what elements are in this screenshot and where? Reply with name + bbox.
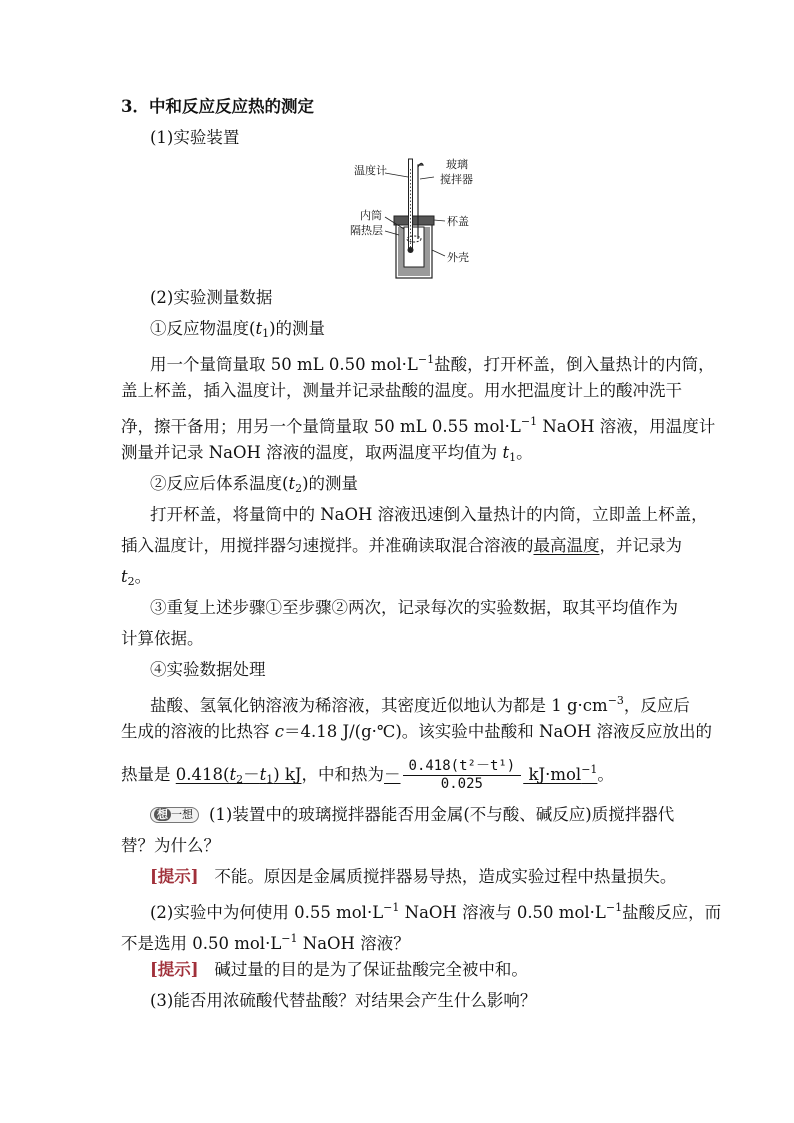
step2-line1: 打开杯盖，将量筒中的 NaOH 溶液迅速倒入量热计的内筒，立即盖上杯盖，	[150, 505, 708, 524]
step2-line2: 插入温度计，用搅拌器匀速搅拌。并准确读取混合溶液的最高温度，并记录为	[121, 536, 682, 555]
step2-line3: $t_2$。	[121, 567, 152, 588]
calorimeter-diagram	[350, 155, 480, 280]
label-shell: 外壳	[447, 251, 469, 264]
think-badge: 想 一想	[150, 807, 199, 823]
label-lid: 杯盖	[447, 215, 469, 228]
label-stirrer: 搅拌器	[440, 173, 473, 186]
step2-title: ②反应后体系温度$(t_2)$的测量	[150, 474, 359, 495]
step3-line1: ③重复上述步骤①至步骤②两次，记录每次的实验数据，取其平均值作为	[150, 598, 678, 617]
step4-line1: 盐酸、氢氧化钠溶液为稀溶液，其密度近似地认为都是 1 $g\cdot cm^{-3}$，反应后	[150, 694, 690, 715]
label-inner-cup: 内筒	[360, 209, 382, 222]
step1-line2: 盖上杯盖，插入温度计，测量并记录盐酸的温度。用水把温度计上的酸冲洗干	[121, 381, 682, 400]
label-insulation: 隔热层	[350, 224, 383, 237]
subsection-apparatus: (1)实验装置	[150, 128, 240, 147]
think-q1-line1: 想 一想 (1)装置中的玻璃搅拌器能否用金属(不与酸、碱反应)质搅拌器代	[150, 805, 710, 825]
subsection-data: (2)实验测量数据	[150, 288, 273, 307]
step3-line2: 计算依据。	[121, 629, 204, 648]
section-title: 3．中和反应反应热的测定	[121, 97, 314, 116]
step1-title: ①反应物温度$(t_1)$的测量	[150, 319, 326, 340]
heat-formula: $0.418(t_2-t_1)$ kJ	[175, 765, 302, 786]
hint-label: [提示]	[150, 960, 199, 979]
think-q2-line2: 不是选用 0.50 $mol\cdot L^{-1}$ NaOH 溶液？	[121, 932, 410, 953]
step4-title: ④实验数据处理	[150, 660, 266, 679]
think-q3: (3)能否用浓硫酸代替盐酸？对结果会产生什么影响？	[150, 991, 537, 1010]
hint-2: [提示] 碱过量的目的是为了保证盐酸完全被中和。	[150, 960, 528, 979]
inner-cup-shape	[404, 227, 424, 267]
step1-line3: 净，擦干备用；用另一个量筒量取 50 mL 0.55 $mol\cdot L^{-1}$ NaOH 溶液，用温度计	[121, 415, 716, 436]
step4-line2: 生成的溶液的比热容 c＝4.18 J/(g·℃)。该实验中盐酸和 NaOH 溶液反应放出的	[121, 722, 712, 741]
step1-line1: 用一个量筒量取 50 mL 0.50 $mol\cdot L^{-1}$盐酸，打开杯盖，倒入量热计的内筒，	[150, 353, 715, 374]
neutralization-heat-formula: － $\frac{\text{0.418(t²－t¹)}}{0.025}$ kJ·mol$^{-1}$	[384, 758, 598, 792]
lid-shape	[394, 216, 434, 225]
step1-line4: 测量并记录 NaOH 溶液的温度，取两温度平均值为 $t_1$。	[121, 443, 533, 464]
hint-1: [提示] 不能。原因是金属质搅拌器易导热，造成实验过程中热量损失。	[150, 867, 677, 886]
fraction: $\frac{\text{0.418(t²－t¹)}}{0.025}$	[403, 758, 522, 793]
think-q2-line1: (2)实验中为何使用 0.55 $mol\cdot L^{-1}$ NaOH 溶液与 0.50 $mol\cdot L^{-1}$盐酸反应，而	[150, 901, 722, 922]
label-thermometer: 温度计	[354, 164, 387, 177]
hint-label: [提示]	[150, 867, 199, 886]
label-glass: 玻璃	[446, 158, 468, 171]
think-q1-line2: 替？为什么？	[121, 836, 220, 855]
step4-line3: 热量是 $0.418(t_2-t_1)$ kJ，中和热为－ $\frac{\text{0.418(t²－t¹)}}{0.025}$ kJ·mol$^{-1}$。	[121, 758, 614, 792]
